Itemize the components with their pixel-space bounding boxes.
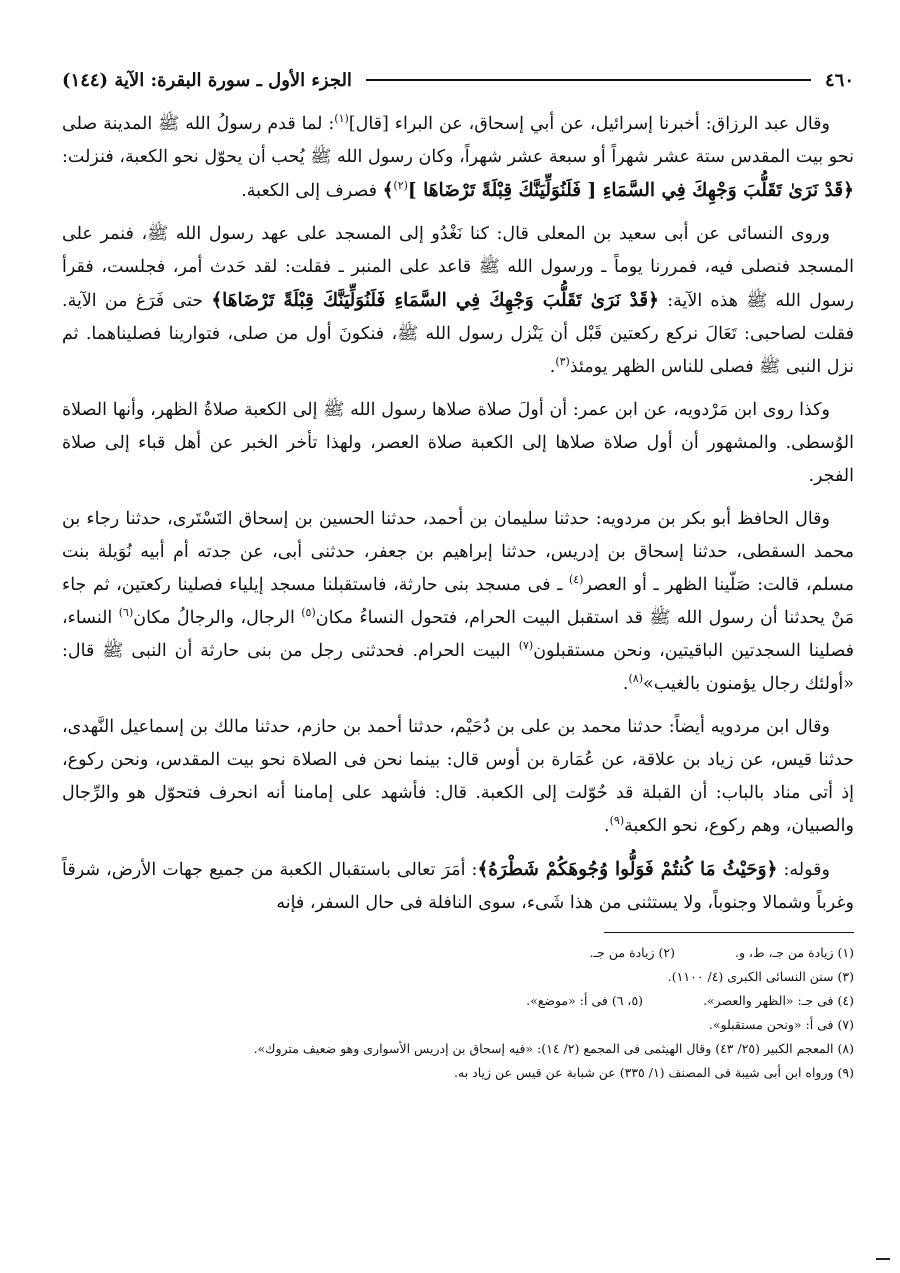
paragraph-text: وقال عبد الرزاق: أخبرنا إسرائيل، عن أبي إسحاق، عن البراء [قال] xyxy=(348,114,831,134)
paragraph-text: وقال الحافظ أبو بكر بن مردويه: حدثنا سليمان بن أحمد، حدثنا الحسين بن إسحاق التَسْتَرى، حدثنا رجاء بن محمد السقطى، حدثنا إسحاق بن إدريس، حدثنا إبراهيم بن جعفر، حدثنى أبى، عن جدته أم أبيه نُوَيلة بنت مسلم، قالت: صَلّينا الظهر ـ أو العصر xyxy=(62,509,854,595)
paragraph-text: البيت الحرام. فحدثنى رجل من بنى حارثة أن النبى ﷺ قال: «أولئك رجال يؤمنون بالغيب» xyxy=(62,641,854,694)
footnote-row xyxy=(62,1013,854,1037)
paragraph-text: وقال ابن مردويه أيضاً: حدثنا محمد بن على بن دُحَيْم، حدثنا أحمد بن حازم، حدثنا مالك بن إسماعيل النَّهدى، حدثنا قيس، عن زياد بن علاقة، عن عُمَارة بن أوس قال: بينما نحن فى الصلاة نحو بيت المقدس، ونحن ركوع، إذ أتى مناد بالباب: أن القبلة قد حُوّلت إلى الكعبة. قال: فأشهد على إمامنا أنه انحرف فتحوّل هو والرِّجال والصبيان، وهم ركوع، نحو الكعبة xyxy=(62,717,854,836)
paragraph xyxy=(62,503,854,701)
footnote-row xyxy=(62,989,854,1013)
paragraph xyxy=(62,218,854,384)
footnote-row xyxy=(62,1037,854,1061)
footnotes xyxy=(62,941,854,1085)
page-header xyxy=(62,60,854,100)
footnote-row xyxy=(62,941,854,965)
paragraph xyxy=(62,394,854,493)
footnote-separator xyxy=(604,932,854,933)
footnote-ref: (١) xyxy=(334,112,349,126)
paragraph-text: . xyxy=(622,674,629,694)
footnote-row xyxy=(62,1061,854,1085)
paragraph-text: : لما قدم رسولُ الله ﷺ المدينة صلى نحو بيت المقدس ستة عشر شهراً أو سبعة عشر شهراً، وكان رسول الله ﷺ يُحب أن يحوّل نحو الكعبة، فنزلت: xyxy=(62,114,855,167)
footnote-4: (٤) فى جـ: «الظهر والعصر». xyxy=(703,993,854,1008)
footnote-ref: (٧) xyxy=(518,639,534,653)
paragraph-text: ـ فى مسجد بنى حارثة، فاستقبلنا مسجد إيلياء فصلينا ركعتين، ثم جاء مَنْ يحدثنا أن رسول الله ﷺ قد استقبل البيت الحرام، فتحول النساءُ مكان xyxy=(62,575,855,628)
paragraph-text: . xyxy=(604,816,610,836)
footnote-3: (٣) سنن النسائى الكبرى (٤/ ١١٠٠). xyxy=(667,969,854,984)
footnote-9: (٩) ورواه ابن أبى شيبة فى المصنف (١/ ٣٣٥) عن شبابة عن قيس عن زياد به. xyxy=(454,1065,854,1080)
footnote-ref: (٥) xyxy=(301,606,316,620)
footnote-ref: (٨) xyxy=(628,672,643,686)
footnote-ref: (٩) xyxy=(609,814,625,828)
footnote-ref: (٦) xyxy=(118,606,134,620)
footnote-row xyxy=(62,965,854,989)
footnote-2: (٢) زيادة من جـ. xyxy=(589,945,675,960)
footnote-ref: (٣) xyxy=(555,355,570,369)
paragraph-text: النساء، فصلينا السجدتين الباقيتين، ونحن مستقبلون xyxy=(62,608,854,661)
body-text xyxy=(62,108,854,920)
quran-verse: ﴾ xyxy=(382,180,394,201)
paragraph-text: حتى فَرَغ من الآية. فقلت لصاحبى: تَعَالَ نركع ركعتين قَبْل أن يَنْزل رسول الله ﷺ، فنكونَ أول من صلى، فتوارينا فصليناهما. ثم نزل النبى ﷺ فصلى للناس الظهر يومئذ xyxy=(62,291,854,377)
footnote-ref: (٢) xyxy=(393,179,408,193)
paragraph xyxy=(62,108,854,208)
paragraph xyxy=(62,711,854,843)
paragraph xyxy=(62,853,854,920)
paragraph-text: وقوله: xyxy=(777,860,830,880)
footnote-8: (٨) المعجم الكبير (٢٥/ ٤٣) وقال الهيثمى فى المجمع (٢/ ١٤): «فيه إسحاق بن إدريس الأسوارى وهو ضعيف متروك». xyxy=(253,1041,854,1056)
paragraph-text: الرجال، والرجالُ مكان xyxy=(133,608,302,628)
paragraph-text: : أمَرَ تعالى باستقبال الكعبة من جميع جهات الأرض، شرقاً وغرباً وشمالا وجنوباً، ولا يستثنى من هذا شَىء، سوى النافلة فى حال السفر، فإنه xyxy=(62,860,854,913)
book-page xyxy=(62,60,854,1085)
paragraph-text: وكذا روى ابن مَرْدويه، عن ابن عمر: أن أولَ صلاة صلاها رسول الله ﷺ إلى الكعبة صلاةُ الظهر، وأنها الصلاة الوُسطى. والمشهور أن أول صلاة صلاها إلى الكعبة صلاة العصر، ولهذا تأخر الخبر عن أهل قباء إلى صلاة الفجر. xyxy=(62,400,854,486)
paragraph-text: وروى النسائى عن أبى سعيد بن المعلى قال: كنا نَغْدُو إلى المسجد على عهد رسول الله ﷺ، فنمر على المسجد فنصلى فيه، فمررنا يوماً ـ ورسول الله ﷺ قاعد على المنبر ـ فقلت: لقد حَدث أمر، فجلست، فقرأ رسول الله ﷺ هذه الآية: xyxy=(62,224,854,311)
scan-mark xyxy=(876,1258,890,1260)
quran-verse: ﴿قَدْ نَرَىٰ تَقَلُّبَ وَجْهِكَ فِي السَّمَاءِ فَلَنُوَلِّيَنَّكَ قِبْلَةً تَرْضَاهَا﴾ xyxy=(211,290,659,311)
header-rule xyxy=(366,79,811,81)
paragraph-text: فصرف إلى الكعبة. xyxy=(241,181,383,201)
footnote-ref: (٤) xyxy=(568,573,584,587)
paragraph-text: . xyxy=(549,357,556,377)
running-title: الجزء الأول ـ سورة البقرة: الآية (١٤٤) xyxy=(62,69,352,91)
quran-verse: ﴿وَحَيْثُ مَا كُنتُمْ فَوَلُّوا وُجُوهَكُمْ شَطْرَهُ﴾ xyxy=(477,859,778,880)
page-number: ٤٦٠ xyxy=(824,69,854,91)
footnote-7: (٧) فى أ: «ونحن مستقبلو». xyxy=(708,1017,854,1032)
quran-verse: ﴿قَدْ نَرَىٰ تَقَلُّبَ وَجْهِكَ فِي السَّمَاءِ [ فَلَنُوَلِّيَنَّكَ قِبْلَةً تَرْضَاهَا ] xyxy=(407,180,854,201)
footnote-5-6: (٥، ٦) فى أ: «موضع». xyxy=(526,993,644,1008)
footnote-1: (١) زيادة من جـ، ط، و. xyxy=(734,945,854,960)
